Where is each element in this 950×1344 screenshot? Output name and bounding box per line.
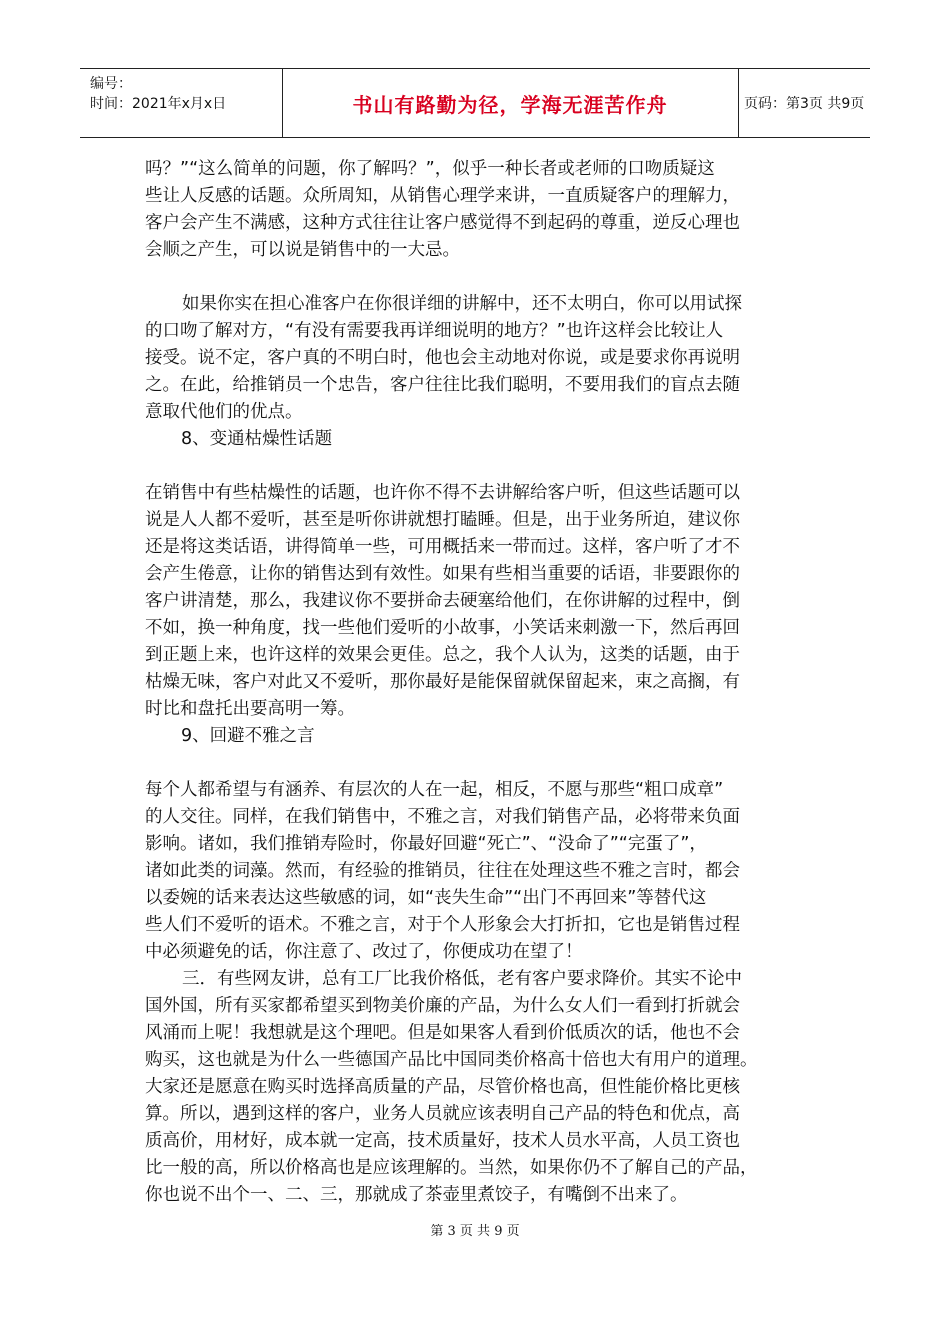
text-line: 大家还是愿意在购买时选择高质量的产品，尽管价格也高，但性能价格比更核 [145, 1077, 740, 1097]
document-time-label: 时间：2021年x月x日 [90, 96, 227, 112]
text-line: 时比和盘托出要高明一筹。 [145, 699, 355, 719]
section-heading-9: 9、回避不雅之言 [181, 726, 315, 746]
text-line: 些人们不爱听的语术。不雅之言，对于个人形象会大打折扣，它也是销售过程 [145, 915, 740, 935]
text-line: 到正题上来，也许这样的效果会更佳。总之，我个人认为，这类的话题，由于 [145, 645, 740, 665]
text-line: 接受。说不定，客户真的不明白时，他也会主动地对你说，或是要求你再说明 [145, 348, 740, 368]
text-line: 会顺之产生，可以说是销售中的一大忌。 [145, 240, 460, 260]
paragraph-1 [145, 156, 805, 264]
header-page-cell [738, 69, 870, 137]
text-line: 的口吻了解对方，“有没有需要我再详细说明的地方？”也许这样会比较让人 [145, 321, 724, 341]
page-header [80, 68, 870, 138]
footer-page-number: 第 3 页 共 9 页 [430, 1224, 520, 1239]
text-line: 比一般的高，所以价格高也是应该理解的。当然，如果你仍不了解自己的产品， [145, 1158, 758, 1178]
text-line: 每个人都希望与有涵养、有层次的人在一起，相反，不愿与那些“粗口成章” [145, 780, 724, 800]
paragraph-2 [145, 291, 805, 426]
text-line: 风涌而上呢！我想就是这个理吧。但是如果客人看到价低质次的话，他也不会 [145, 1023, 740, 1043]
text-line: 说是人人都不爱听，甚至是听你讲就想打瞌睡。但是，出于业务所迫，建议你 [145, 510, 740, 530]
text-line: 不如，换一种角度，找一些他们爱听的小故事，小笑话来刺激一下，然后再回 [145, 618, 740, 638]
text-line: 会产生倦意，让你的销售达到有效性。如果有些相当重要的话语，非要跟你的 [145, 564, 740, 584]
paragraph-5 [145, 966, 805, 1209]
document-code-label: 编号： [90, 76, 132, 92]
text-line: 影响。诸如，我们推销寿险时，你最好回避“死亡”、“没命了”“完蛋了”， [145, 834, 707, 854]
text-line: 国外国，所有买家都希望买到物美价廉的产品，为什么女人们一看到打折就会 [145, 996, 740, 1016]
header-page-info: 页码：第3页 共9页 [744, 96, 865, 112]
text-line: 还是将这类话语，讲得简单一些，可用概括来一带而过。这样，客户听了才不 [145, 537, 740, 557]
page-footer [0, 1220, 950, 1239]
text-line: 客户讲清楚，那么，我建议你不要拼命去硬塞给他们，在你讲解的过程中，倒 [145, 591, 740, 611]
text-line: 你也说不出个一、二、三，那就成了茶壶里煮饺子，有嘴倒不出来了。 [145, 1185, 688, 1205]
paragraph-4 [145, 777, 805, 966]
text-line: 的人交往。同样，在我们销售中，不雅之言，对我们销售产品，必将带来负面 [145, 807, 740, 827]
text-line: 三．有些网友讲，总有工厂比我价格低，老有客户要求降价。其实不论中 [182, 969, 742, 989]
document-body [145, 156, 805, 1209]
text-line: 之。在此，给推销员一个忠告，客户往往比我们聪明，不要用我们的盲点去随 [145, 375, 740, 395]
header-motto: 书山有路勤为径，学海无涯苦作舟 [352, 92, 668, 117]
text-line: 中必须避免的话，你注意了、改过了，你便成功在望了！ [145, 942, 583, 962]
header-motto-cell [282, 69, 739, 137]
text-line: 客户会产生不满感，这种方式往往让客户感觉得不到起码的尊重，逆反心理也 [145, 213, 740, 233]
text-line: 些让人反感的话题。众所周知，从销售心理学来讲，一直质疑客户的理解力， [145, 186, 740, 206]
text-line: 质高价，用材好，成本就一定高，技术质量好，技术人员水平高，人员工资也 [145, 1131, 740, 1151]
header-info-cell [80, 69, 283, 137]
text-line: 算。所以，遇到这样的客户，业务人员就应该表明自己产品的特色和优点，高 [145, 1104, 740, 1124]
text-line: 在销售中有些枯燥性的话题，也许你不得不去讲解给客户听，但这些话题可以 [145, 483, 740, 503]
text-line: 枯燥无味，客户对此又不爱听，那你最好是能保留就保留起来，束之高搁，有 [145, 672, 740, 692]
text-line: 意取代他们的优点。 [145, 402, 303, 422]
text-line: 如果你实在担心准客户在你很详细的讲解中，还不太明白，你可以用试探 [182, 294, 742, 314]
paragraph-3 [145, 480, 805, 723]
text-line: 诸如此类的词藻。然而，有经验的推销员，往往在处理这些不雅之言时，都会 [145, 861, 740, 881]
text-line: 以委婉的话来表达这些敏感的词，如“丧失生命”“出门不再回来”等替代这 [145, 888, 707, 908]
text-line: 吗？”“这么简单的问题，你了解吗？”，似乎一种长者或老师的口吻质疑这 [145, 159, 715, 179]
text-line: 购买，这也就是为什么一些德国产品比中国同类价格高十倍也大有用户的道理。 [145, 1050, 758, 1070]
section-heading-8: 8、变通枯燥性话题 [181, 429, 333, 449]
